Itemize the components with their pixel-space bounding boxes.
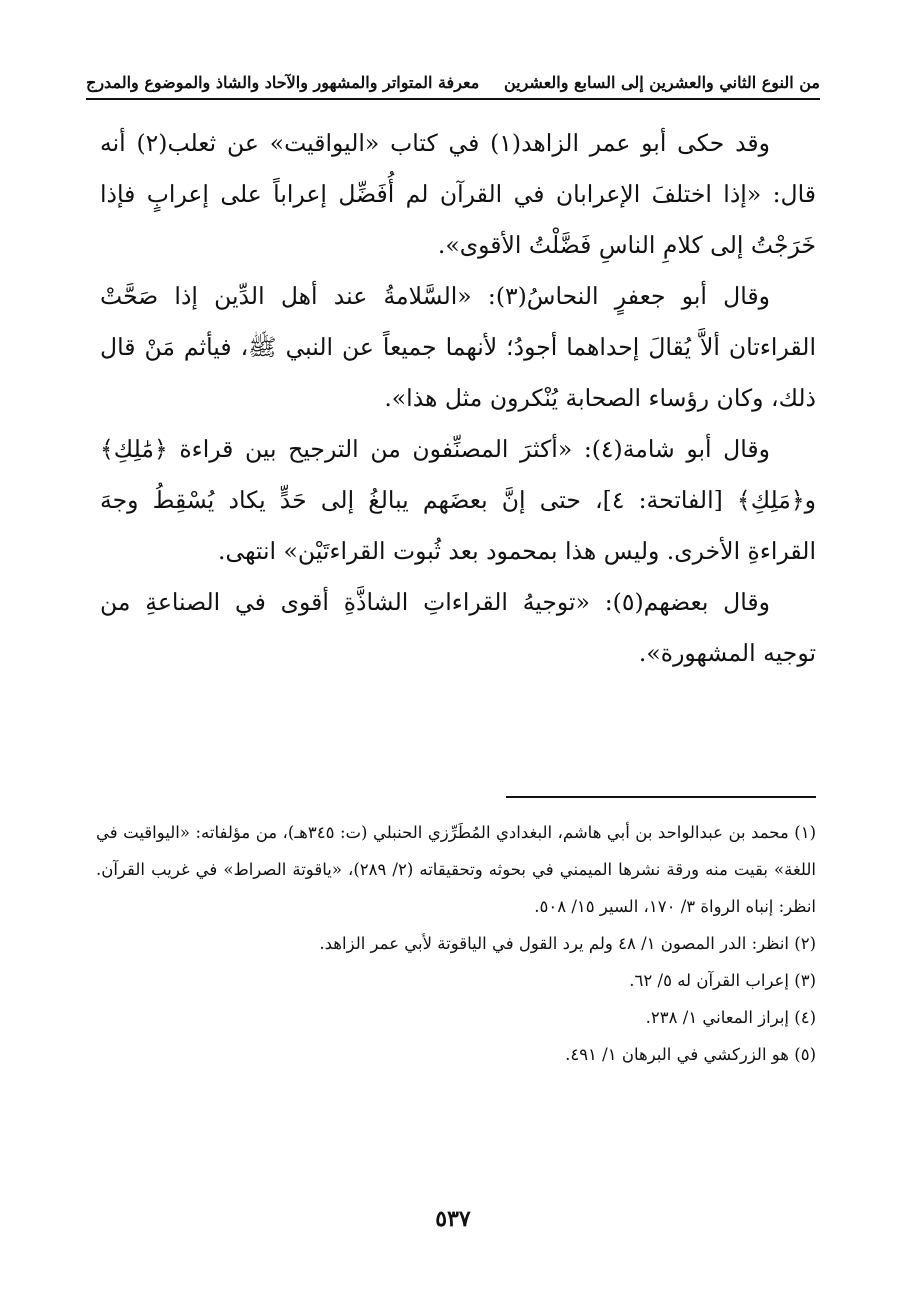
- paragraph: وقال بعضهم(٥): «توجيهُ القراءاتِ الشاذَّةِ أقوى في الصناعةِ من توجيه المشهورة».: [100, 588, 816, 667]
- footnote: (٤) إبراز المعاني ١/ ٢٣٨.: [645, 1008, 816, 1027]
- header-section-title: معرفة المتواتر والمشهور والآحاد والشاذ والموضوع والمدرج: [86, 73, 480, 92]
- footnote: (٣) إعراب القرآن له ٥/ ٦٢.: [629, 971, 816, 990]
- running-header: [86, 52, 820, 100]
- paragraph: وقال أبو جعفرٍ النحاسُ(٣): «السَّلامةُ عند أهل الدِّين إذا صَحَّتْ القراءتان ألاَّ يُقالَ إحداهما أجودُ؛ لأنهما جميعاً عن النبي ﷺ، فيأثم مَنْ قال ذلك، وكان رؤساء الصحابة يُنْكرون مثل هذا».: [100, 282, 816, 412]
- footnotes: [96, 814, 816, 1073]
- main-text: [100, 118, 816, 679]
- paragraph: وقال أبو شامة(٤): «أكثرَ المصنِّفون من الترجيح بين قراءة ﴿مَٰلِكِ﴾ و﴿مَلِكِ﴾ [الفاتحة: ٤]، حتى إنَّ بعضَهم يبالغُ إلى حَدٍّ يكاد يُسْقِطُ وجهَ القراءةِ الأخرى. وليس هذا بمحمود بعد ثُبوت القراءتَيْن» انتهى.: [100, 435, 816, 565]
- paragraph: وقد حكى أبو عمر الزاهد(١) في كتاب «اليواقيت» عن ثعلب(٢) أنه قال: «إذا اختلفَ الإعرابان في القرآن لم أُفَضِّل إعراباً على إعرابٍ فإذا خَرَجْتُ إلى كلامِ الناسِ فَضَّلْتُ الأقوى».: [100, 129, 816, 259]
- footnote: (٢) انظر: الدر المصون ١/ ٤٨ ولم يرد القول في الياقوتة لأبي عمر الزاهد.: [319, 934, 816, 953]
- header-chapter-title: من النوع الثاني والعشرين إلى السابع والعشرين: [503, 73, 820, 92]
- footnote: (٥) هو الزركشي في البرهان ١/ ٤٩١.: [565, 1045, 816, 1064]
- footnote: (١) محمد بن عبدالواحد بن أبي هاشم، البغدادي المُطَرِّزي الحنبلي (ت: ٣٤٥هـ)، من مؤلفاته: «اليواقيت في اللغة» بقيت منه ورقة نشرها الميمني في بحوثه وتحقيقاته (٢/ ٢٨٩)، «ياقوتة الصراط» في غريب القرآن. انظر: إنباه الرواة ٣/ ١٧٠، السير ١٥/ ٥٠٨.: [96, 823, 816, 916]
- page-number: ٥٣٧: [435, 1206, 471, 1232]
- footnote-separator: [506, 796, 816, 798]
